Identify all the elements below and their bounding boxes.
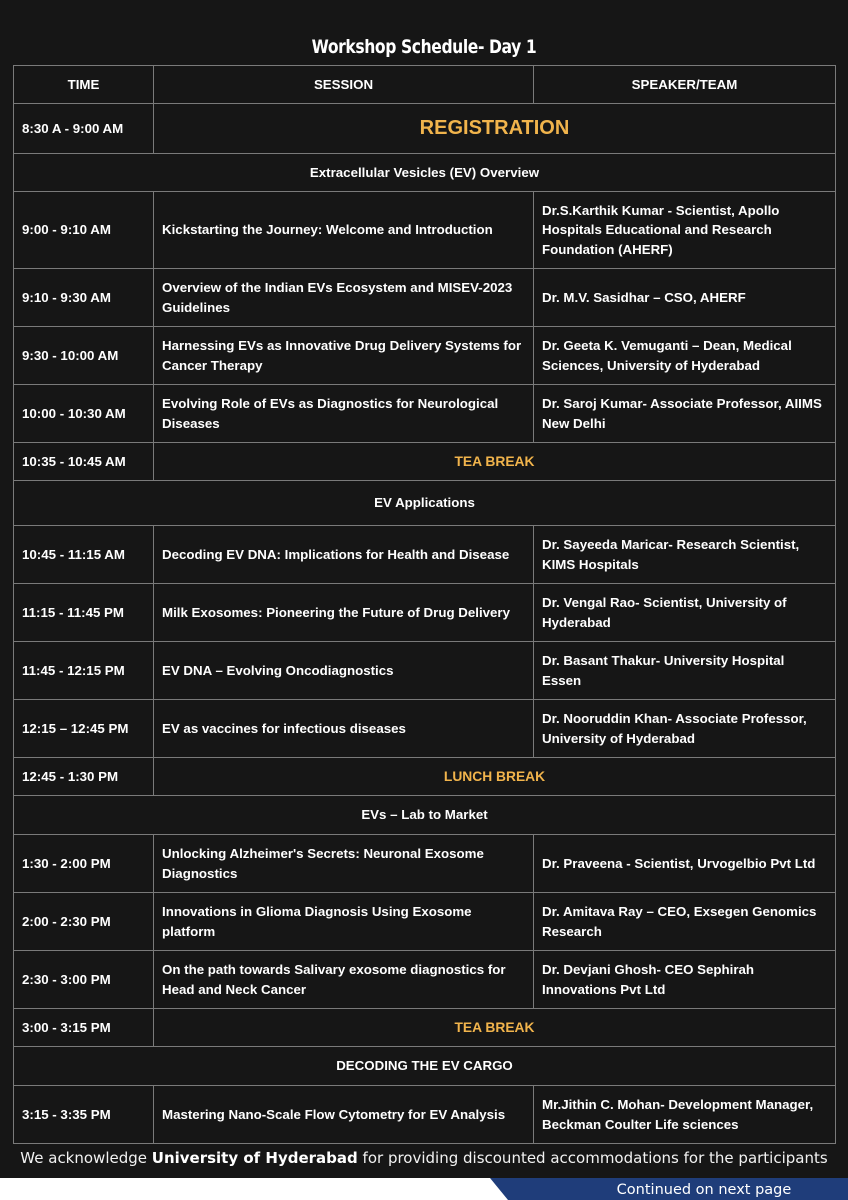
speaker-cell: Dr. Vengal Rao- Scientist, University of Hyderabad [534, 584, 836, 642]
table-row [14, 642, 836, 700]
time-cell: 2:30 - 3:00 PM [14, 951, 154, 1009]
time-cell: 3:15 - 3:35 PM [14, 1086, 154, 1144]
table-row [14, 835, 836, 893]
time-cell: 12:45 - 1:30 PM [14, 758, 154, 796]
speaker-cell: Dr. Nooruddin Khan- Associate Professor, University of Hyderabad [534, 700, 836, 758]
time-cell: 11:15 - 11:45 PM [14, 584, 154, 642]
session-cell: Kickstarting the Journey: Welcome and Introduction [154, 192, 534, 269]
session-cell: On the path towards Salivary exosome diagnostics for Head and Neck Cancer [154, 951, 534, 1009]
session-cell: EV as vaccines for infectious diseases [154, 700, 534, 758]
section-row [14, 481, 836, 526]
schedule-table [13, 65, 836, 1144]
section-title: EVs – Lab to Market [14, 796, 836, 835]
speaker-cell: Dr. Devjani Ghosh- CEO Sephirah Innovations Pvt Ltd [534, 951, 836, 1009]
break-row [14, 1009, 836, 1047]
header-session: SESSION [154, 66, 534, 104]
time-cell: 9:10 - 9:30 AM [14, 269, 154, 327]
table-row [14, 327, 836, 385]
time-cell: 9:00 - 9:10 AM [14, 192, 154, 269]
time-cell: 12:15 – 12:45 PM [14, 700, 154, 758]
section-title: Extracellular Vesicles (EV) Overview [14, 154, 836, 192]
section-row [14, 1047, 836, 1086]
header-time: TIME [14, 66, 154, 104]
break-row [14, 758, 836, 796]
session-cell: Mastering Nano-Scale Flow Cytometry for EV Analysis [154, 1086, 534, 1144]
header-row [14, 66, 836, 104]
table-row [14, 385, 836, 443]
speaker-cell: Mr.Jithin C. Mohan- Development Manager, Beckman Coulter Life sciences [534, 1086, 836, 1144]
speaker-cell: Dr. Praveena - Scientist, Urvogelbio Pvt Ltd [534, 835, 836, 893]
speaker-cell: Dr. Amitava Ray – CEO, Exsegen Genomics Research [534, 893, 836, 951]
speaker-cell: Dr. M.V. Sasidhar – CSO, AHERF [534, 269, 836, 327]
speaker-cell: Dr. Geeta K. Vemuganti – Dean, Medical Sciences, University of Hyderabad [534, 327, 836, 385]
session-cell: Evolving Role of EVs as Diagnostics for Neurological Diseases [154, 385, 534, 443]
time-cell: 10:00 - 10:30 AM [14, 385, 154, 443]
break-label: TEA BREAK [154, 1009, 836, 1047]
section-row [14, 796, 836, 835]
session-cell: Decoding EV DNA: Implications for Health and Disease [154, 526, 534, 584]
speaker-cell: Dr. Sayeeda Maricar- Research Scientist, KIMS Hospitals [534, 526, 836, 584]
time-cell: 3:00 - 3:15 PM [14, 1009, 154, 1047]
continued-label: Continued on next page [616, 1182, 792, 1198]
time-cell: 10:35 - 10:45 AM [14, 443, 154, 481]
section-title: EV Applications [14, 481, 836, 526]
speaker-cell: Dr. Saroj Kumar- Associate Professor, AIIMS New Delhi [534, 385, 836, 443]
session-cell: EV DNA – Evolving Oncodiagnostics [154, 642, 534, 700]
speaker-cell: Dr.S.Karthik Kumar - Scientist, Apollo Hospitals Educational and Research Foundation (AHERF) [534, 192, 836, 269]
page-title: Workshop Schedule- Day 1 [311, 36, 537, 58]
time-cell: 1:30 - 2:00 PM [14, 835, 154, 893]
time-cell: 9:30 - 10:00 AM [14, 327, 154, 385]
ack-after: for providing discounted accommodations for the participants [357, 1149, 828, 1167]
time-cell: 11:45 - 12:15 PM [14, 642, 154, 700]
table-row [14, 584, 836, 642]
section-row [14, 154, 836, 192]
speaker-cell: Dr. Basant Thakur- University Hospital Essen [534, 642, 836, 700]
break-row [14, 443, 836, 481]
time-cell: 8:30 A - 9:00 AM [14, 104, 154, 154]
table-row [14, 893, 836, 951]
ack-before: We acknowledge [20, 1149, 152, 1167]
session-cell: Harnessing EVs as Innovative Drug Delivery Systems for Cancer Therapy [154, 327, 534, 385]
table-row [14, 269, 836, 327]
time-cell: 2:00 - 2:30 PM [14, 893, 154, 951]
acknowledgement [0, 1149, 848, 1167]
ack-org: University of Hyderabad [151, 1149, 358, 1167]
table-row [14, 1086, 836, 1144]
break-label: TEA BREAK [154, 443, 836, 481]
table-row [14, 192, 836, 269]
header-speaker: SPEAKER/TEAM [534, 66, 836, 104]
session-cell: Unlocking Alzheimer's Secrets: Neuronal Exosome Diagnostics [154, 835, 534, 893]
break-label: LUNCH BREAK [154, 758, 836, 796]
session-cell: Innovations in Glioma Diagnosis Using Exosome platform [154, 893, 534, 951]
table-row [14, 951, 836, 1009]
registration-row [14, 104, 836, 154]
time-cell: 10:45 - 11:15 AM [14, 526, 154, 584]
session-cell: Milk Exosomes: Pioneering the Future of Drug Delivery [154, 584, 534, 642]
table-row [14, 526, 836, 584]
session-cell: Overview of the Indian EVs Ecosystem and MISEV-2023 Guidelines [154, 269, 534, 327]
section-title: DECODING THE EV CARGO [14, 1047, 836, 1086]
table-row [14, 700, 836, 758]
registration-label: REGISTRATION [154, 104, 836, 154]
